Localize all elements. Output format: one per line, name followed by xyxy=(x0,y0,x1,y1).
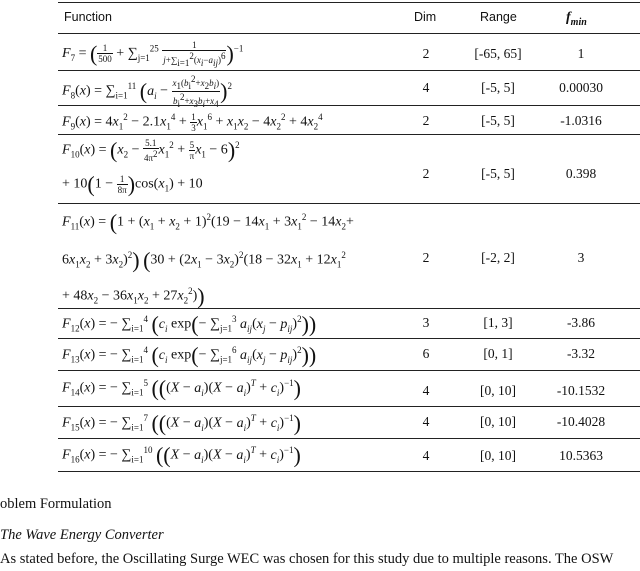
cell-dim: 6 xyxy=(422,346,430,361)
row-rule xyxy=(58,105,640,106)
table-bottom-rule xyxy=(58,471,640,472)
row-rule xyxy=(58,308,640,309)
cell-dim: 2 xyxy=(422,250,430,265)
row-rule xyxy=(58,406,640,407)
cell-fmin: 0.398 xyxy=(565,166,597,181)
formula-f11-line2: $6x_1x_2 + 3x_2)^2$) ($30 + (2x_1 - 3x_2)^2(18 - 32x_1 + 12x_1^2$ xyxy=(62,247,346,273)
cell-range: [-5, 5] xyxy=(481,80,515,95)
header-range: Range xyxy=(480,10,517,24)
cell-dim: 3 xyxy=(422,315,430,330)
cell-dim: 4 xyxy=(422,448,430,463)
table-top-rule xyxy=(58,2,640,3)
formula-f10-line2: + 10(1 − $\frac{1}{8\pi}$ )$\cos(x_1) + 10$ xyxy=(62,171,203,197)
formula-f11-line3: + $48x_2 - 36x_1x_2 + 27x_2^2$)) xyxy=(62,283,205,309)
cell-dim: 4 xyxy=(422,383,430,398)
header-function: Function xyxy=(64,10,112,24)
row-rule xyxy=(58,134,640,135)
row-rule xyxy=(58,438,640,439)
cell-fmin: 3 xyxy=(577,250,585,265)
cell-range: [-5, 5] xyxy=(481,166,515,181)
cell-range: [-65, 65] xyxy=(474,46,522,61)
row-rule xyxy=(58,70,640,71)
formula-f16: $F_{16}(x)$ = − $\sum_{i=1}^{10}$ $((X - a_i)(X - a_i)^T + c_i)^{-1}$) xyxy=(62,442,301,468)
formula-f12: $F_{12}(x)$ = − $\sum_{i=1}^4$ ($c_i$ $\exp(- \sum_{j=1}^3$ $a_{ij}(x_j - p_{ij})^2$)) xyxy=(62,311,317,337)
section-heading: oblem Formulation xyxy=(0,496,112,512)
formula-f10-line1: $F_{10}(x) = (x_2$ − $\frac{5.1}{4\pi^2}$ $x_1^2$ + $\frac{5}{\pi}$ $x_1 - 6)^2$ xyxy=(62,137,240,163)
cell-fmin: -3.32 xyxy=(566,346,596,361)
cell-fmin: -1.0316 xyxy=(560,113,602,128)
row-rule xyxy=(58,203,640,204)
cell-range: [0, 10] xyxy=(480,383,516,398)
cell-fmin: -3.86 xyxy=(566,315,596,330)
formula-f14: $F_{14}(x)$ = − $\sum_{i=1}^5$ $(((X - a_i)(X - a_i)^T + c_i)^{-1})$ xyxy=(62,375,301,401)
cell-range: [1, 3] xyxy=(483,315,513,330)
cell-fmin: -10.1532 xyxy=(556,383,606,398)
formula-f15: $F_{15}(x)$ = − $\sum_{i=1}^7$ $(((X - a_i)(X - a_i)^T + c_i)^{-1})$ xyxy=(62,410,301,436)
formula-f11-line1: $F_{11}(x) = (1 + (x_1 + x_2 + 1)^2(19 - 14x_1 + 3x_1^2 - 14x_2+$ xyxy=(62,209,354,235)
body-text-line: As stated before, the Oscillating Surge WEC was chosen for this study due to multiple reasons. The OSW xyxy=(0,551,614,567)
cell-fmin: 1 xyxy=(577,46,585,61)
cell-range: [-5, 5] xyxy=(481,113,515,128)
cell-range: [0, 1] xyxy=(483,346,513,361)
cell-range: [0, 10] xyxy=(480,414,516,429)
cell-dim: 2 xyxy=(422,113,430,128)
row-rule xyxy=(58,338,640,339)
row-rule xyxy=(58,370,640,371)
header-dim: Dim xyxy=(414,10,437,24)
header-rule xyxy=(58,33,640,34)
cell-fmin: -10.4028 xyxy=(556,414,606,429)
cell-dim: 4 xyxy=(422,414,430,429)
cell-dim: 4 xyxy=(422,80,430,95)
cell-range: [0, 10] xyxy=(480,448,516,463)
cell-range: [-2, 2] xyxy=(481,250,515,265)
formula-f7: $F_7$ = ( $\frac{1}{500}$ + $\sum_{j=1}^{25}$ $\frac{1}{j+\sum_{i=1}^2(x_i-a_{ij})^6}$ )$^{-1}$ xyxy=(62,40,244,68)
subsection-heading: The Wave Energy Converter xyxy=(0,527,164,543)
formula-f8: $F_8(x) = \sum_{i=1}^{11}$ ($a_i$ − $\frac{x_1(b_i^2+x_2b_i)}{b_i^2+x_3b_i+x_4}$ )$^2$ xyxy=(62,74,232,109)
cell-dim: 2 xyxy=(422,166,430,181)
header-fmin: $f_{min}$ xyxy=(566,10,587,28)
cell-fmin: 10.5363 xyxy=(559,448,603,463)
cell-fmin: 0.00030 xyxy=(559,80,603,95)
cell-dim: 2 xyxy=(422,46,430,61)
formula-f9: $F_9(x) = 4x_1^2 - 2.1x_1^4$ + $\frac{1}{3}$ $x_1^6 + x_1x_2 - 4x_2^2 + 4x_2^4$ xyxy=(62,112,323,133)
formula-f13: $F_{13}(x)$ = − $\sum_{i=1}^4$ ($c_i$ $\exp(- \sum_{j=1}^6$ $a_{ij}(x_j - p_{ij})^2$)) xyxy=(62,342,317,368)
